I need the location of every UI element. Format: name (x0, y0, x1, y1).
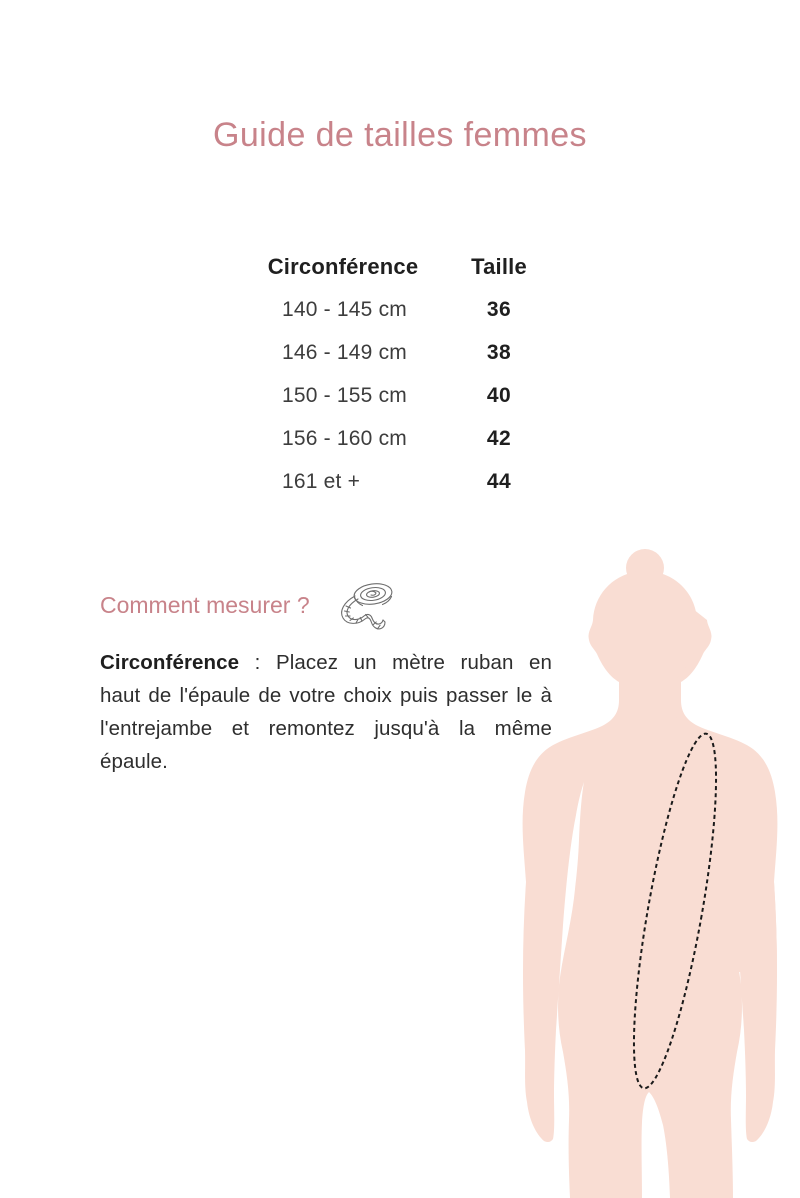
how-to-measure-paragraph (100, 646, 552, 778)
table-cell-size: 42 (486, 426, 512, 450)
how-to-measure-heading: Comment mesurer ? (100, 592, 310, 618)
paragraph-line: Circonférence : Placez un mètre ruban en (100, 651, 552, 674)
paragraph-line: épaule. (100, 750, 168, 773)
column-header-circumference: Circonférence (267, 253, 419, 279)
table-cell-circumference: 146 - 149 cm (282, 340, 407, 364)
paragraph-term: Circonférence (100, 651, 240, 674)
table-cell-circumference: 156 - 160 cm (282, 426, 407, 450)
table-cell-size: 40 (486, 383, 512, 407)
page-title: Guide de tailles femmes (213, 116, 587, 154)
table-cell-size: 38 (486, 340, 512, 364)
woman-silhouette-illustration (500, 530, 800, 1198)
size-table (267, 245, 553, 503)
paragraph-line: l'entrejambe et remontez jusqu'à la même (100, 717, 552, 740)
paragraph-line: haut de l'épaule de votre choix puis passer le à (100, 684, 552, 707)
table-cell-circumference: 161 et + (282, 469, 361, 493)
table-cell-size: 44 (486, 469, 512, 493)
table-cell-circumference: 140 - 145 cm (282, 297, 407, 321)
table-cell-circumference: 150 - 155 cm (282, 383, 407, 407)
column-header-size: Taille (471, 253, 527, 279)
body-head-right-fix (645, 571, 777, 972)
table-cell-size: 36 (486, 297, 512, 321)
measuring-tape-icon (336, 580, 398, 634)
